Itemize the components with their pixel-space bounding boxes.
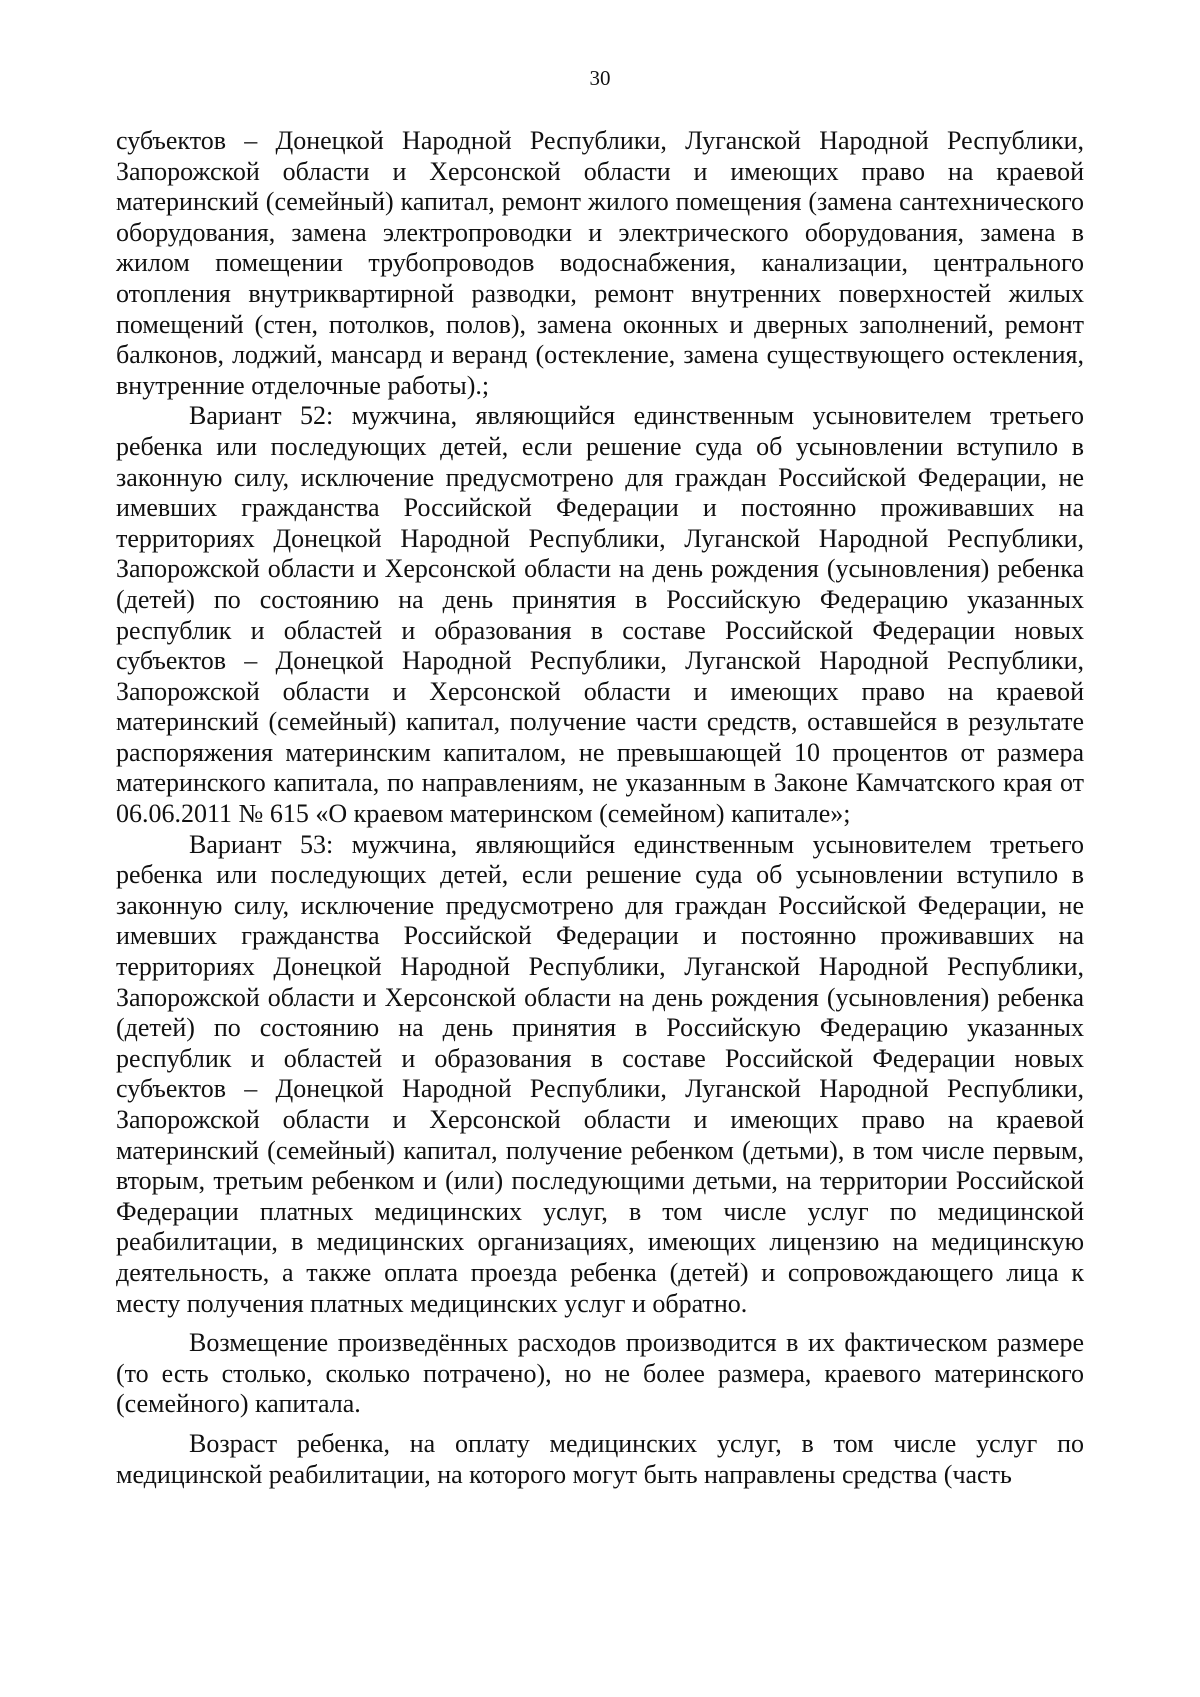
- paragraph-child-age: Возраст ребенка, на оплату медицинских услуг, в том числе услуг по медицинской реабилитации, на которого могут быть направлены средства (часть: [116, 1428, 1084, 1489]
- document-body: [116, 126, 1084, 1490]
- paragraph-reimbursement: Возмещение произведённых расходов производится в их фактическом размере (то есть столько, сколько потрачено), но не более размера, краевого материнского (семейного) капитала.: [116, 1328, 1084, 1419]
- page-number: 30: [589, 66, 611, 90]
- paragraph-continuation: субъектов – Донецкой Народной Республики, Луганской Народной Республики, Запорожской области и Херсонской области и имеющих право на краевой материнский (семейный) капитал, ремонт жилого помещения (замена сантехнического оборудования, замена электропроводки и электрического оборудования, замена в жилом помещении трубопроводов водоснабжения, канализации, центрального отопления внутриквартирной разводки, ремонт внутренних поверхностей жилых помещений (стен, потолков, полов), замена оконных и дверных заполнений, ремонт балконов, лоджий, мансард и веранд (остекление, замена существующего остекления, внутренние отделочные работы).;: [116, 126, 1084, 400]
- paragraph-variant-52: Вариант 52: мужчина, являющийся единственным усыновителем третьего ребенка или последующих детей, если решение суда об усыновлении вступило в законную силу, исключение предусмотрено для граждан Российской Федерации, не имевших гражданства Российской Федерации и постоянно проживавших на территориях Донецкой Народной Республики, Луганской Народной Республики, Запорожской области и Херсонской области на день рождения (усыновления) ребенка (детей) по состоянию на день принятия в Российскую Федерацию указанных республик и областей и образования в составе Российской Федерации новых субъектов – Донецкой Народной Республики, Луганской Народной Республики, Запорожской области и Херсонской области и имеющих право на краевой материнский (семейный) капитал, получение части средств, оставшейся в результате распоряжения материнским капиталом, не превышающей 10 процентов от размера материнского капитала, по направлениям, не указанным в Законе Камчатского края от 06.06.2011 № 615 «О краевом материнском (семейном) капитале»;: [116, 401, 1084, 829]
- paragraph-variant-53: Вариант 53: мужчина, являющийся единственным усыновителем третьего ребенка или последующих детей, если решение суда об усыновлении вступило в законную силу, исключение предусмотрено для граждан Российской Федерации, не имевших гражданства Российской Федерации и постоянно проживавших на территориях Донецкой Народной Республики, Луганской Народной Республики, Запорожской области и Херсонской области на день рождения (усыновления) ребенка (детей) по состоянию на день принятия в Российскую Федерацию указанных республик и областей и образования в составе Российской Федерации новых субъектов – Донецкой Народной Республики, Луганской Народной Республики, Запорожской области и Херсонской области и имеющих право на краевой материнский (семейный) капитал, получение ребенком (детьми), в том числе первым, вторым, третьим ребенком и (или) последующими детьми, на территории Российской Федерации платных медицинских услуг, в том числе услуг по медицинской реабилитации, в медицинских организациях, имеющих лицензию на медицинскую деятельность, а также оплата проезда ребенка (детей) и сопровождающего лица к месту получения платных медицинских услуг и обратно.: [116, 829, 1084, 1318]
